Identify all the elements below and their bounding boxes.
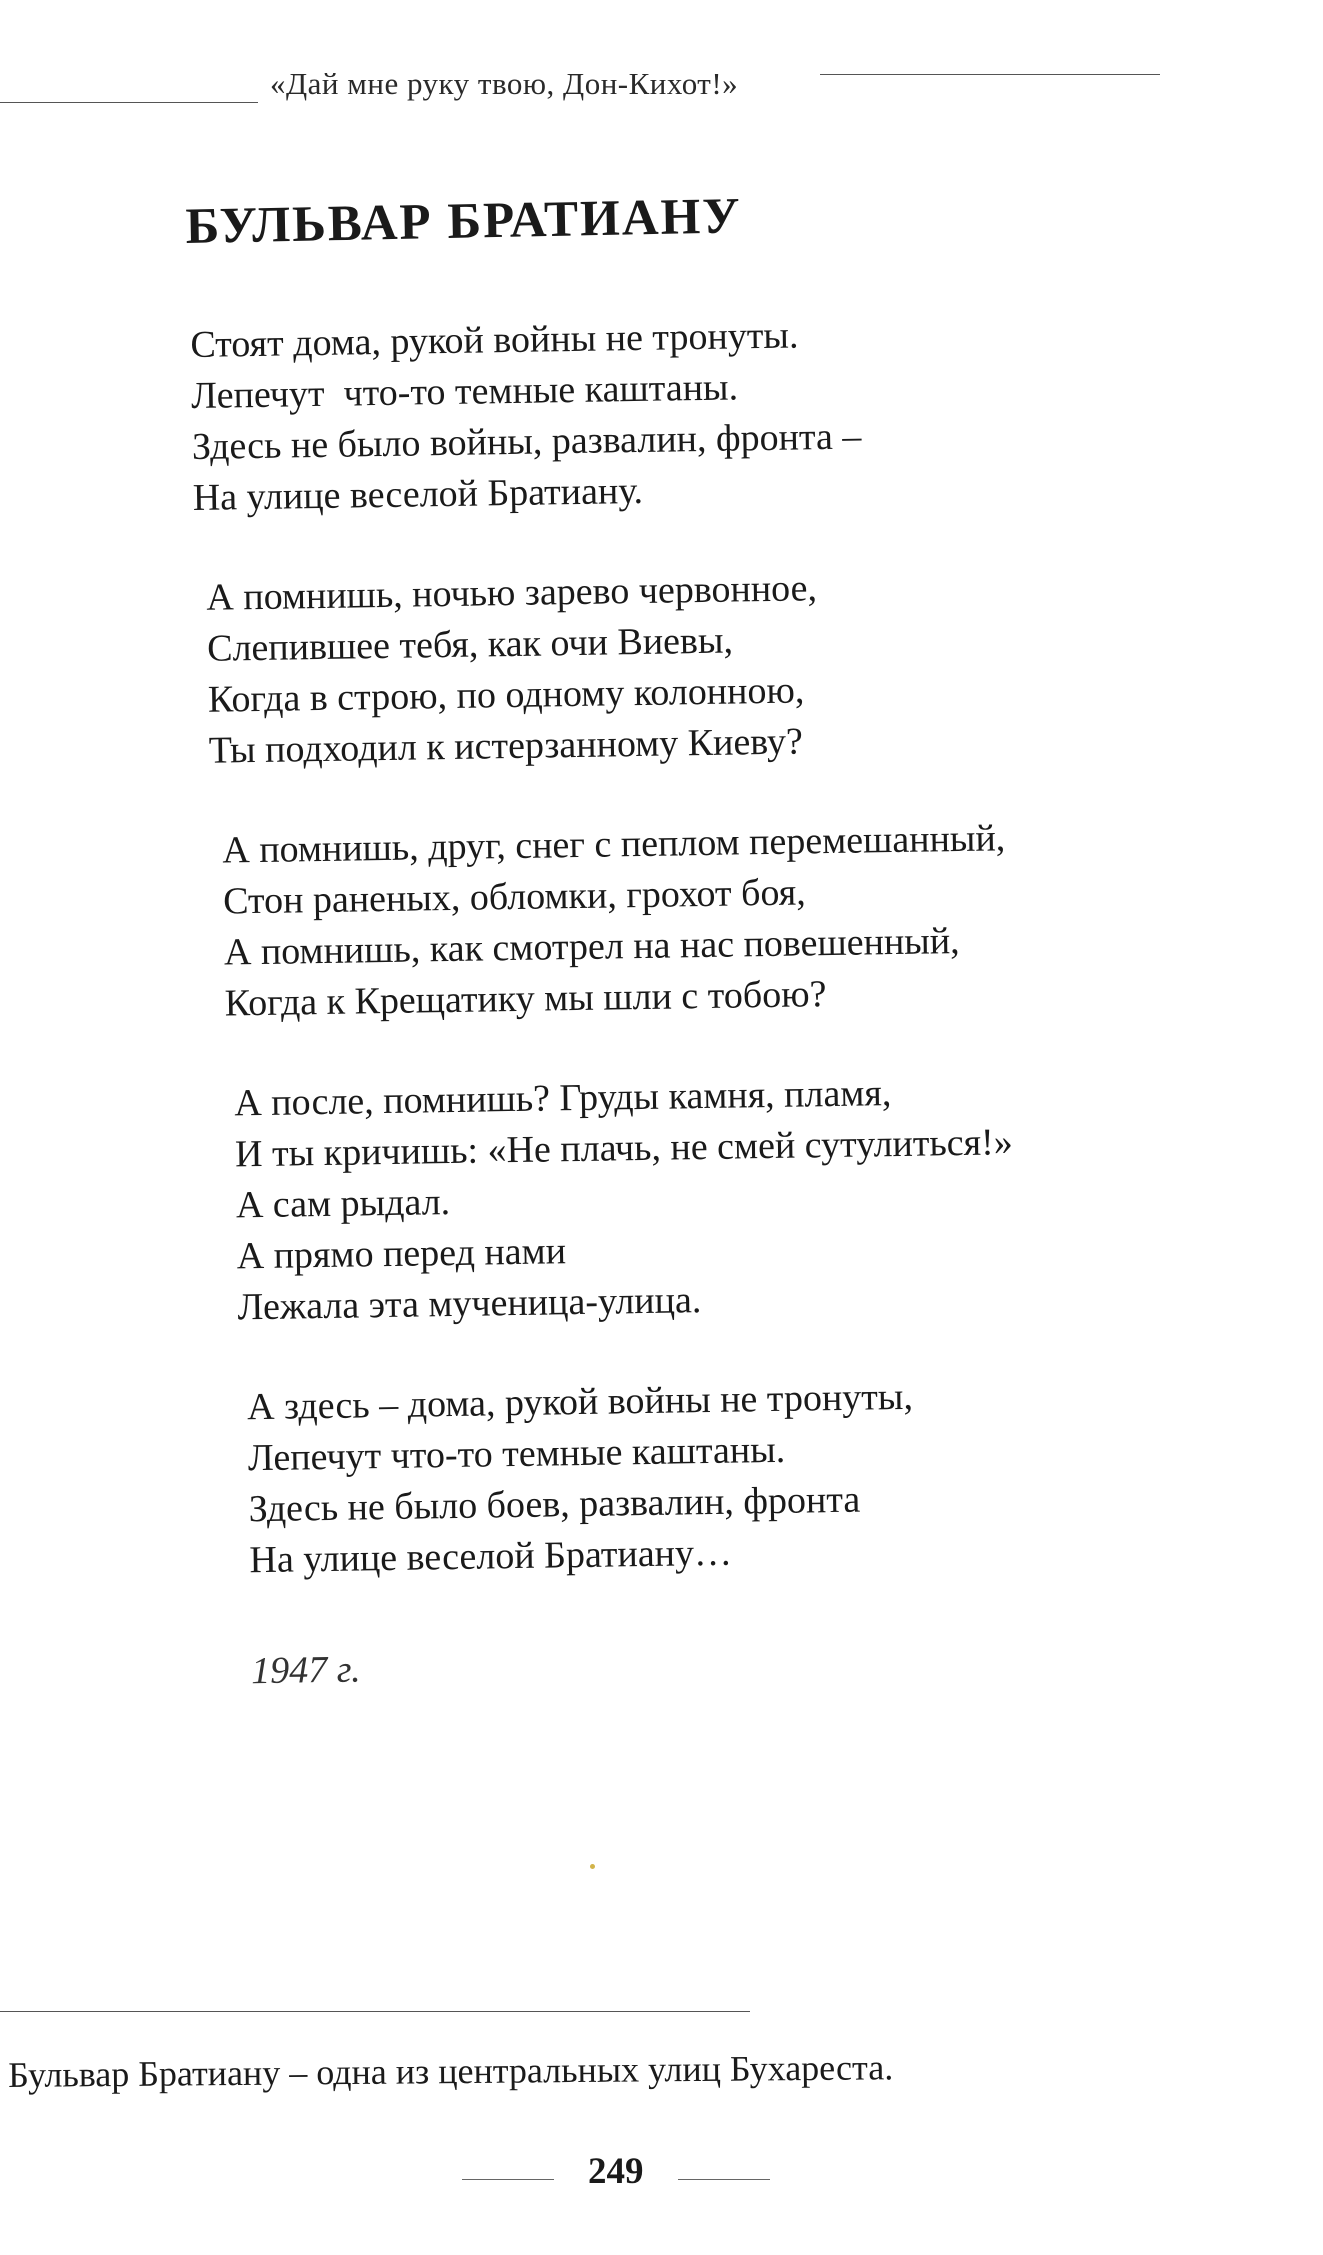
footnote-rule	[0, 2011, 750, 2012]
poem-line: На улице веселой Братиану.	[192, 469, 644, 519]
running-head: «Дай мне руку твою, Дон-Кихот!»	[270, 66, 739, 101]
poem-line: А помнишь, ночью зарево червонное,	[206, 567, 818, 619]
poem-line: Лежала эта мученица-улица.	[237, 1279, 702, 1329]
poem-line: Когда в строю, по одному колонною,	[207, 669, 805, 721]
poem-date: 1947 г.	[250, 1648, 361, 1693]
page-number: 249	[588, 2151, 644, 2192]
poem-line: Ты подходил к истерзанному Киеву?	[208, 720, 804, 772]
stanza-4	[202, 1066, 1016, 1334]
poem-body	[190, 307, 1021, 1698]
poem-line: Когда к Крещатику мы шли с тобою?	[224, 973, 827, 1025]
header-rule-left	[0, 102, 258, 103]
poem-line: Лепечут что-то темные каштаны.	[247, 1428, 786, 1480]
header-rule-right	[820, 74, 1160, 75]
poem-line: Слепившее тебя, как очи Виевы,	[206, 619, 734, 670]
poem-line: Здесь не было боев, развалин, фронта	[248, 1478, 861, 1531]
poem-line: А помнишь, как смотрел на нас повешенный,	[223, 919, 960, 974]
poem-line: А прямо перед нами	[236, 1230, 567, 1278]
poem-title: БУЛЬВАР БРАТИАНУ	[185, 188, 743, 255]
poem-line: Лепечут что-то темные каштаны.	[190, 366, 739, 417]
poem-line: И ты кричишь: «Не плачь, не смей сутулиться!»	[234, 1121, 1014, 1176]
poem-line: А после, помнишь? Груды камня, пламя,	[233, 1072, 892, 1125]
stanza-2	[194, 560, 1007, 777]
stanza-1	[190, 307, 1003, 524]
stanza-3	[198, 813, 1011, 1030]
poem-line: А помнишь, друг, снег с пеплом перемешанный,	[222, 817, 1006, 872]
poem-line: На улице веселой Братиану…	[249, 1531, 733, 1582]
poem-line: А здесь – дома, рукой войны не тронуты,	[246, 1375, 914, 1429]
poem-line: А сам рыдал.	[235, 1181, 451, 1227]
page-number-rule-right	[678, 2179, 770, 2180]
poem-line: Здесь не было войны, развалин, фронта –	[191, 415, 862, 468]
paper-speck	[590, 1864, 595, 1869]
page-number-rule-left	[462, 2179, 554, 2180]
footnote: Бульвар Братиану – одна из центральных улиц Бухареста.	[8, 2047, 894, 2095]
poem-line: Стоят дома, рукой войны не тронуты.	[190, 314, 799, 366]
poem-line: Стон раненых, обломки, грохот боя,	[222, 871, 806, 923]
stanza-5	[207, 1370, 1020, 1587]
